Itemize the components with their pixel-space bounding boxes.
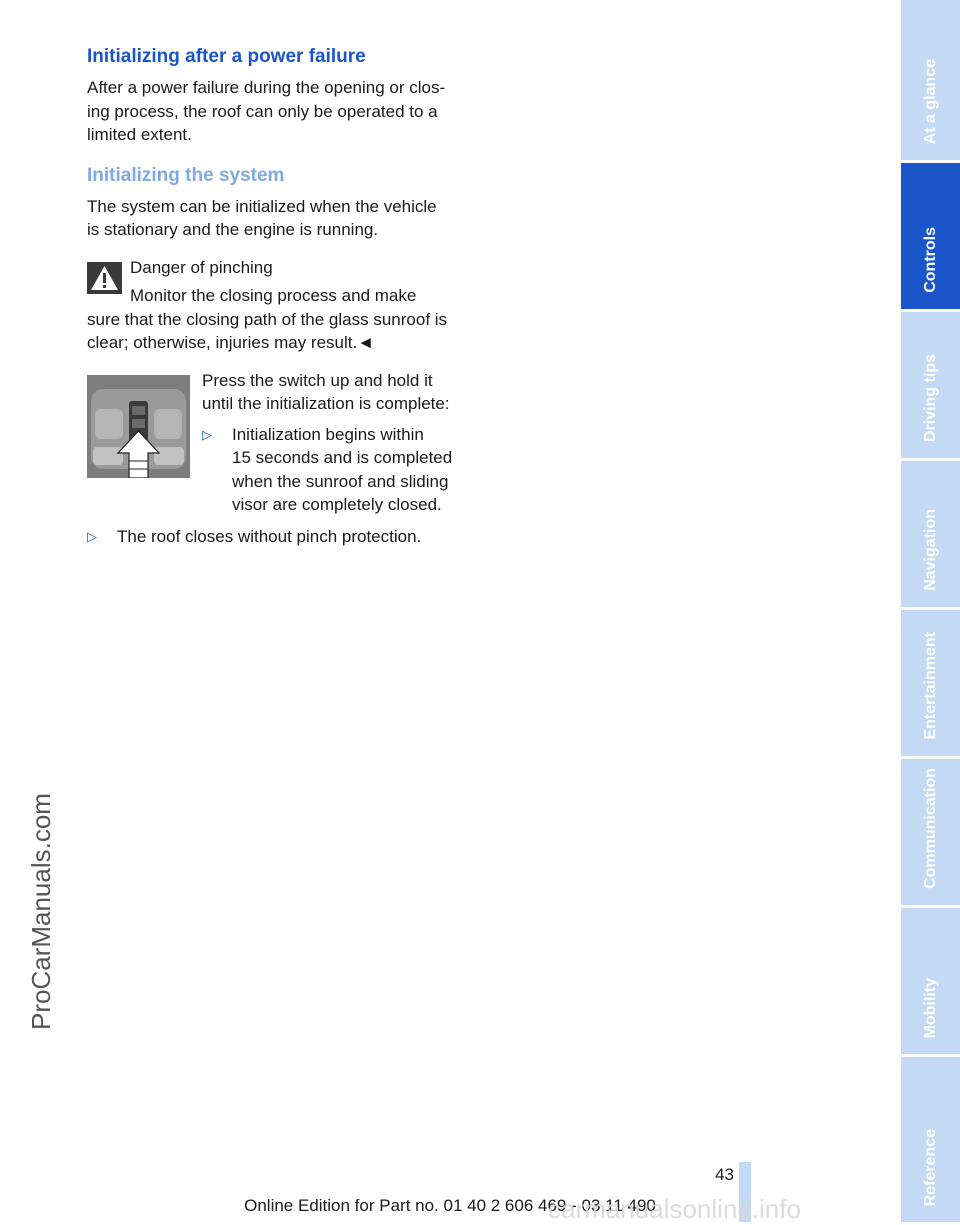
watermark-left: ProCarManuals.com bbox=[26, 793, 56, 1030]
bullet-triangle-icon: ▷ bbox=[87, 528, 97, 544]
tab-reference[interactable]: Reference bbox=[901, 1057, 960, 1222]
paragraph-initializing-system: The system can be initialized when the vehicle is stationary and the engine is running. bbox=[87, 196, 437, 239]
warning-note bbox=[87, 256, 465, 355]
footer-edition: Online Edition for Part no. 01 40 2 606 469 - 03 11 490 bbox=[244, 1196, 656, 1215]
warning-text: Monitor the closing process and make sure that the closing path of the glass sunroof is clear; otherwise, injuries may result.◄ bbox=[87, 286, 448, 352]
warning-title: Danger of pinching bbox=[130, 257, 273, 277]
list-item: ▷ The roof closes without pinch protection. bbox=[87, 525, 465, 549]
tab-controls[interactable]: Controls bbox=[901, 163, 960, 309]
page-content bbox=[87, 44, 465, 548]
tab-driving-tips[interactable]: Driving tips bbox=[901, 312, 960, 458]
bullet-triangle-icon: ▷ bbox=[202, 426, 212, 442]
paragraph-power-failure: After a power failure during the opening or clos- ing process, the roof can only be operated to a limited extent. bbox=[87, 78, 446, 144]
switch-instruction bbox=[87, 369, 465, 519]
list-item: ▷ Initialization begins within 15 seconds and is completed when the sunroof and sliding visor are completely closed. bbox=[202, 424, 453, 514]
tab-entertainment[interactable]: Entertainment bbox=[901, 610, 960, 756]
watermark-bottom-right: carmanualsonline.info bbox=[548, 1194, 801, 1224]
switch-instruction-text: Press the switch up and hold it until the initialization is complete: bbox=[202, 370, 450, 413]
sunroof-switch-image bbox=[87, 375, 190, 478]
heading-initializing-system: Initializing the system bbox=[87, 164, 285, 186]
page-number: 43 bbox=[715, 1165, 734, 1184]
warning-triangle-icon bbox=[87, 262, 122, 294]
tab-communication[interactable]: Communication bbox=[901, 759, 960, 905]
tab-mobility[interactable]: Mobility bbox=[901, 908, 960, 1054]
chapter-tabs bbox=[901, 0, 960, 1222]
tab-navigation[interactable]: Navigation bbox=[901, 461, 960, 607]
heading-power-failure: Initializing after a power failure bbox=[87, 46, 366, 67]
tab-at-a-glance[interactable]: At a glance bbox=[901, 0, 960, 160]
